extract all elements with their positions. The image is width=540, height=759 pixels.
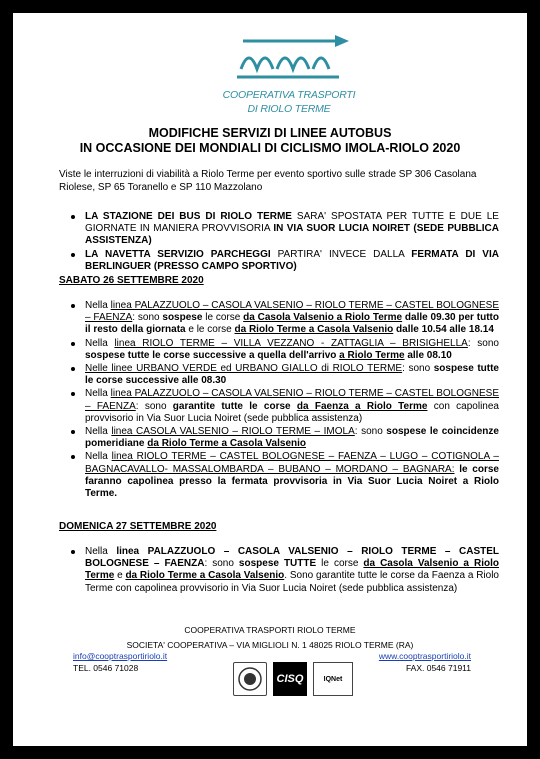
cisq-logo: CISQ [273,662,307,696]
text: Nella [85,451,112,463]
notice-highlight: LA STAZIONE DEI BUS DI RIOLO TERME [85,211,292,222]
route-text: da Riolo Terme a Casola Valsenio [125,570,285,582]
footer-fax: FAX. 0546 71911 [405,663,471,673]
bold-text: sospese tutte le corse successive alle 08.30 [85,363,499,387]
seal-icon [237,666,263,692]
list-item [59,388,499,425]
text: Nella [85,546,117,557]
bold-text: sospese tutte le corse successive a quella dell'arrivo [85,349,340,361]
text: Nella [85,300,111,311]
saturday-notices [59,300,499,501]
list-item [59,249,499,273]
company-logo [219,27,359,119]
notice-text: SARA' SPOSTATA PER TUTTE E DUE LE GIORNATE IN MANIERA PROVVISORIA [85,211,499,235]
line-name: linea PALAZZUOLO – CASOLA VALSENIO – RIOLO TERME – CASTEL BOLOGNESE – FAENZA [85,300,499,324]
route-text: da Riolo Terme a Casola Valsenio [147,438,307,450]
list-item [59,338,499,362]
line-name: linea PALAZZUOLO – CASOLA VALSENIO – RIOLO TERME – CASTEL BOLOGNESE – FAENZA [85,388,499,412]
quality-seal-icon [233,662,267,696]
text: : sono [132,312,163,324]
document-page [13,13,527,746]
bold-text: alle 08.10 [404,349,452,361]
line-name: linea RIOLO TERME – CASTEL BOLOGNESE – FAENZA – LUGO – COTIGNOLA – BAGNACAVALLO- MASSALOMBARDA – BUBANO – MORDANO – BAGNARA: [85,451,499,475]
line-name: linea RIOLO TERME – VILLA VEZZANO - ZATTAGLIA – BRISIGHELLA [114,337,468,349]
notice-highlight: LA NAVETTA SERVIZIO PARCHEGGI [85,248,271,260]
notice-highlight: FERMATA DI VIA BERLINGUER (PRESSO CAMPO SPORTIVO) [85,248,499,272]
route-text: da Casola Valsenio a Riolo Terme [243,312,403,324]
list-item [59,546,499,595]
footer-tel: TEL. 0546 71028 [73,663,139,673]
iqnet-logo: IQNet [313,662,353,696]
text: Nella [85,426,112,438]
text: : sono [467,337,499,349]
intro-paragraph: Viste le interruzioni di viabilità a Riolo Terme per evento sportivo sulle strade SP 306 Casolana Riolese, SP 65 Toranello e SP 110 Mazzolano [59,169,477,193]
text: : sono [204,558,239,570]
line-name: linea PALAZZUOLO – CASOLA VALSENIO – RIOLO TERME – CASTEL BOLOGNESE – FAENZA [85,546,500,570]
line-name: Nelle linee URBANO VERDE ed URBANO GIALLO di RIOLO TERME [85,363,403,375]
bold-text: dalle 09.30 per tutto il resto della giornata [85,312,499,336]
route-text: da Riolo Terme a Casola Valsenio [234,324,394,336]
text: e [114,570,126,582]
list-item [59,451,499,500]
footer-address: SOCIETA' COOPERATIVA – VIA MIGLIOLI N. 1 48025 RIOLO TERME (RA) [126,640,414,650]
sunday-notices [59,546,499,596]
document-title-line-2: IN OCCASIONE DEI MONDIALI DI CICLISMO IMOLA-RIOLO 2020 [79,141,461,155]
text: Nella [85,388,111,400]
text: Nella [85,337,115,349]
text: : sono [402,363,434,375]
bold-text: garantite tutte le corse [172,400,297,412]
list-item [59,363,499,387]
line-name: linea CASOLA VALSENIO – RIOLO TERME – IMOLA [111,426,355,438]
general-notices [59,211,499,274]
list-item [59,211,499,248]
sunday-heading: DOMENICA 27 SETTEMBRE 2020 [59,521,217,532]
bold-text: sospese TUTTE [238,558,317,570]
logo-line-1: COOPERATIVA TRASPORTI [222,89,356,101]
logo-line-2: DI RIOLO TERME [247,103,331,115]
text: : sono [354,426,387,438]
text: le corse [202,312,244,324]
text: e le corse [185,324,235,336]
bus-arrow-logo-icon [219,27,359,87]
certification-logos [233,662,355,702]
website-link[interactable]: www.cooptrasportiriolo.it [378,651,471,661]
text: con capolinea provvisorio in Via Suor Lucia Noiret (sede pubblica assistenza) [85,400,499,424]
bold-text: sospese [162,312,203,324]
saturday-heading: SABATO 26 SETTEMBRE 2020 [59,275,204,286]
route-text: da Casola Valsenio a Riolo Terme [85,558,499,582]
footer-company: COOPERATIVA TRASPORTI RIOLO TERME [184,625,356,635]
list-item [59,300,499,337]
list-item [59,426,499,450]
notice-text: PARTIRA' INVECE DALLA [270,248,412,260]
bold-text: le corse faranno capolinea presso la fermata provvisoria in Via Suor Lucia Noiret a Riolo Terme. [85,463,499,500]
text: : sono [135,400,173,412]
bold-text: sospese le coincidenze pomeridiane [85,426,499,450]
route-text: da Faenza a Riolo Terme [296,400,428,412]
document-title-line-1: MODIFICHE SERVIZI DI LINEE AUTOBUS [148,126,392,140]
bold-text: dalle 10.54 alle 18.14 [393,324,494,336]
text: le corse [316,558,364,570]
email-link[interactable]: info@cooptrasportiriolo.it [73,651,168,661]
route-text: a Riolo Terme [339,349,405,361]
notice-highlight: IN VIA SUOR LUCIA NOIRET (SEDE PUBBLICA ASSISTENZA) [85,223,499,247]
text: . Sono garantite tutte le corse da Faenza a Riolo Terme con capolinea provvisorio in Via Suor Lucia Noiret (sede pubblica assistenza) [85,570,499,594]
